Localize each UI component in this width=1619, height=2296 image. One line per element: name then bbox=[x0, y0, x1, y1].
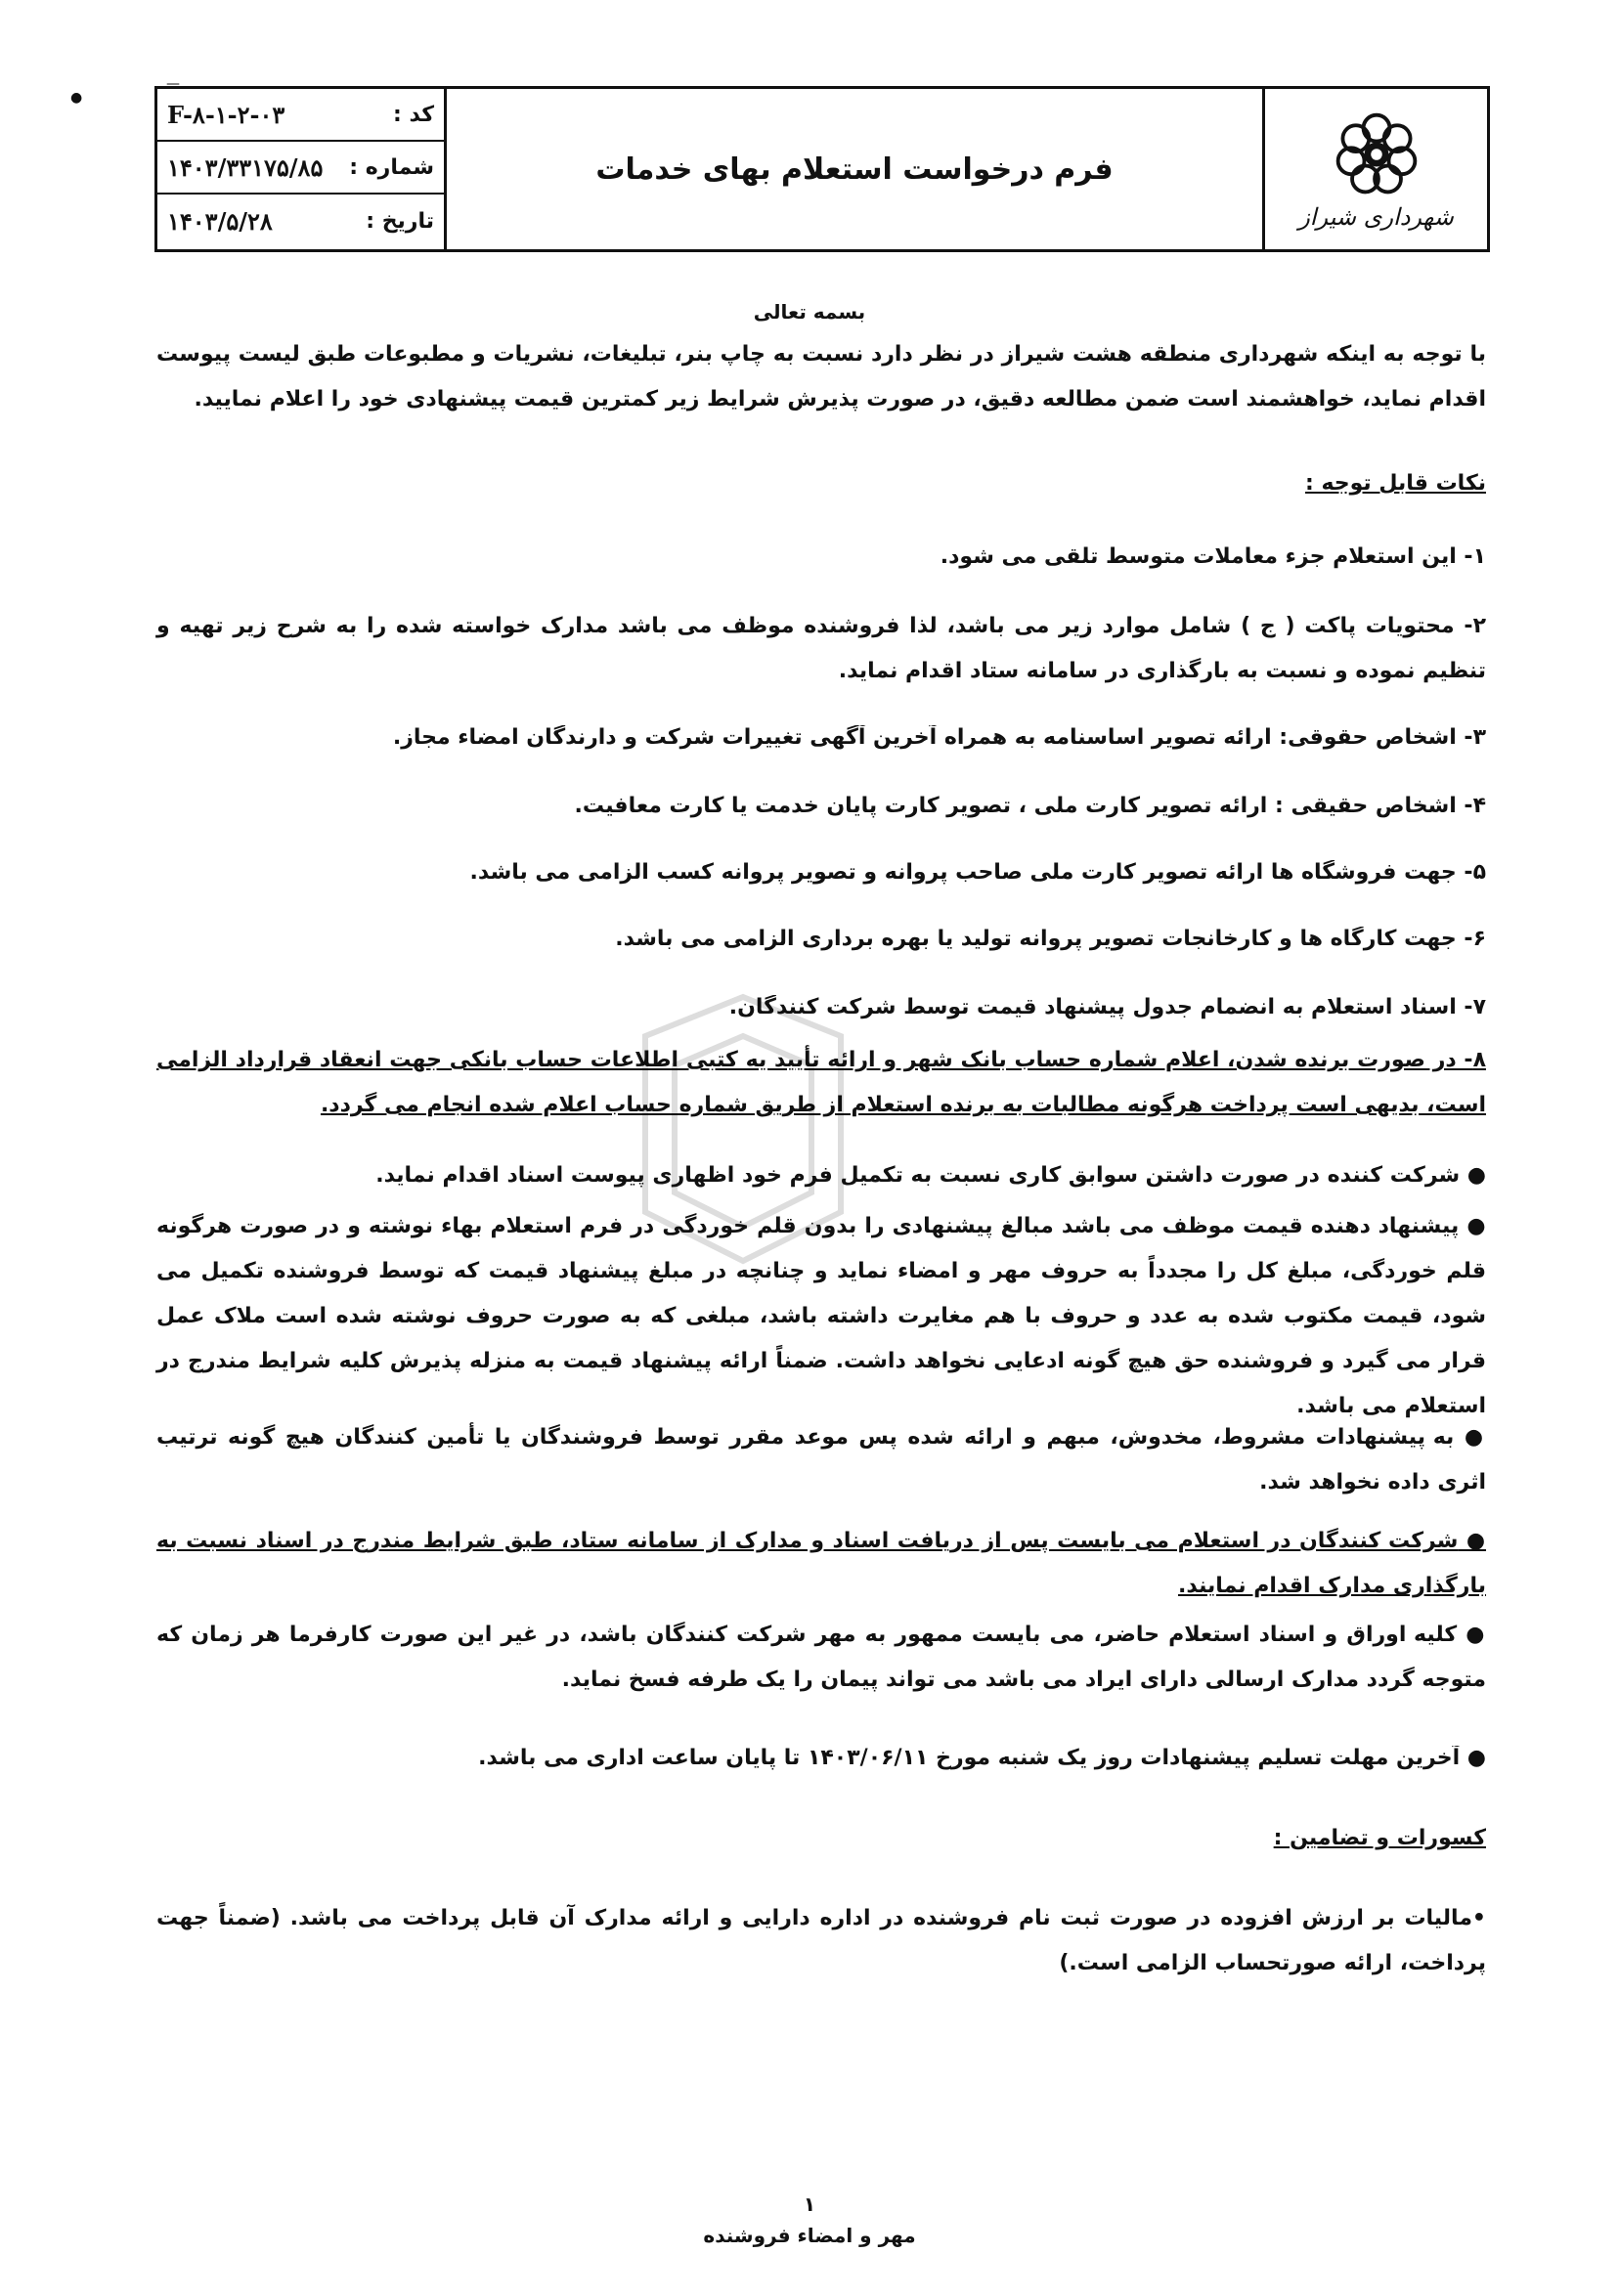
code-value: F-۸-۱-۲-۰۳ bbox=[167, 100, 285, 129]
note-item: ۲- محتویات پاکت ( ج ) شامل موارد زیر می باشد، لذا فروشنده موظف می باشد مدارک خواسته شده را به شرح زیر تهیه و تنظیم نموده و نسبت به بارگذاری در سامانه ستاد اقدام نماید. bbox=[156, 614, 1486, 683]
page-number: ۱ bbox=[803, 2192, 816, 2216]
number-row bbox=[157, 142, 444, 195]
note-item: ۶- جهت کارگاه ها و کارخانجات تصویر پروانه تولید یا بهره برداری الزامی می باشد. bbox=[615, 927, 1486, 951]
note-item: ۳- اشخاص حقوقی: ارائه تصویر اساسنامه به همراه آخرین آگهی تغییرات شرکت و دارندگان امضاء مجاز. bbox=[392, 725, 1486, 750]
scan-dot: ● bbox=[70, 90, 83, 106]
header-meta-box bbox=[157, 89, 447, 249]
deductions-text: •مالیات بر ارزش افزوده در صورت ثبت نام فروشنده در اداره دارایی و ارائه مدارک آن قابل پرداخت می باشد. (ضمناً جهت پرداخت، ارائه صورتحساب الزامی است.) bbox=[156, 1906, 1486, 1975]
bullet-text: کلیه اوراق و اسناد استعلام حاضر، می بایست ممهور به مهر شرکت کنندگان باشد، در غیر این صورت کارفرما هر زمان که متوجه گردد مدارک ارسالی دارای ایراد می باشد می تواند پیمان را یک طرفه فسخ نماید. bbox=[156, 1623, 1486, 1692]
number-label: شماره : bbox=[349, 154, 434, 180]
note-item: ۸- در صورت برنده شدن، اعلام شماره حساب بانک شهر و ارائه تأیید یه کتبی اطلاعات حساب بانکی جهت انعقاد قرارداد الزامی است، بدیهی است پرداخت هرگونه مطالبات به برنده استعلام از طریق شماره حساب اعلام شده انجام می گردد. bbox=[156, 1048, 1486, 1117]
flower-logo-icon bbox=[1330, 108, 1423, 201]
bullet-text: پیشنهاد دهنده قیمت موظف می باشد مبالغ پیشنهادی را بدون قلم خوردگی در فرم استعلام بهاء نوشته و در صورت هرگونه قلم خوردگی، مبلغ کل را مجدداً به حروف مهر و امضاء نماید و چنانچه در مبلغ پیشنهاد قیمت که توسط فروشنده تکمیل می شود، قیمت مکتوب شده به عدد و حروف با هم مغایرت داشته باشد، مبلغی که به صورت حروف نوشته شده است ملاک عمل قرار می گیرد و فروشنده حق هیچ گونه ادعایی نخواهد داشت. ضمناً ارائه پیشنهاد قیمت به منزله پذیرش کلیه شرایط مندرج در استعلام می باشد. bbox=[156, 1214, 1486, 1418]
bullet-item bbox=[156, 1153, 1486, 1198]
date-row bbox=[157, 195, 444, 247]
bullet-dot-icon: ● bbox=[1457, 1623, 1486, 1647]
bullet-text: آخرین مهلت تسلیم پیشنهادات روز یک شنبه مورخ ۱۴۰۳/۰۶/۱۱ تا پایان ساعت اداری می باشد. bbox=[478, 1746, 1461, 1770]
logo-text: شهرداری شیراز bbox=[1298, 203, 1454, 231]
deductions-heading: کسورات و تضامین : bbox=[1273, 1826, 1486, 1850]
note-item: ۴- اشخاص حقیقی : ارائه تصویر کارت ملی ، تصویر کارت پایان خدمت یا کارت معافیت. bbox=[574, 794, 1486, 818]
bullet-item bbox=[156, 1415, 1486, 1505]
bullet-item bbox=[156, 1613, 1486, 1703]
number-value: ۱۴۰۳/۳۳۱۷۵/۸۵ bbox=[167, 152, 324, 182]
intro-paragraph: با توجه به اینکه شهرداری منطقه هشت شیراز در نظر دارد نسبت به چاپ بنر، تبلیغات، نشریات و مطبوعات طبق لیست پیوست اقدام نماید، خواهشمند است ضمن مطالعه دقیق، در صورت پذیرش شرایط زیر کمترین قیمت پیشنهادی خود را اعلام نمایید. bbox=[156, 342, 1486, 412]
bullet-text: شرکت کنندگان در استعلام می بایست پس از دریافت اسناد و مدارک از سامانه ستاد، طبق شرایط مندرج در اسناد نسبت به بارگذاری مدارک اقدام نمایند. bbox=[156, 1529, 1486, 1598]
bullet-text: به پیشنهادات مشروط، مخدوش، مبهم و ارائه شده پس موعد مقرر توسط فروشندگان یا تأمین کنندگان هیچ گونه ترتیب اثری داده نخواهد شد. bbox=[156, 1425, 1486, 1495]
note-item: ۵- جهت فروشگاه ها ارائه تصویر کارت ملی صاحب پروانه و تصویر پروانه کسب الزامی می باشد. bbox=[469, 860, 1486, 885]
bullet-item bbox=[156, 1746, 1486, 1770]
form-title: فرم درخواست استعلام بهای خدمات bbox=[595, 152, 1114, 187]
bullet-dot-icon: ● bbox=[1454, 1425, 1487, 1450]
notes-heading: نکات قابل توجه : bbox=[1304, 471, 1486, 496]
note-item: ۷- اسناد استعلام به انضمام جدول پیشنهاد قیمت توسط شرکت کنندگان. bbox=[728, 995, 1486, 1019]
seller-signature-label: مهر و امضاء فروشنده bbox=[703, 2224, 916, 2247]
bullet-dot-icon: ● bbox=[1460, 1746, 1486, 1770]
scan-dot: — bbox=[166, 76, 180, 92]
date-label: تاریخ : bbox=[366, 208, 434, 234]
form-header bbox=[154, 86, 1490, 252]
code-row bbox=[157, 89, 444, 142]
bullet-item bbox=[156, 1519, 1486, 1609]
bullet-text: شرکت کننده در صورت داشتن سوابق کاری نسبت به تکمیل فرم خود اظهاری پیوست اسناد اقدام نماید. bbox=[375, 1163, 1461, 1188]
bullet-dot-icon: ● bbox=[1458, 1529, 1487, 1553]
date-value: ۱۴۰۳/۵/۲۸ bbox=[167, 206, 273, 236]
logo-box bbox=[1262, 89, 1487, 249]
note-item: ۱- این استعلام جزء معاملات متوسط تلقی می شود. bbox=[940, 544, 1486, 569]
bullet-dot-icon: ● bbox=[1460, 1163, 1486, 1188]
code-label: کد : bbox=[393, 102, 434, 127]
bullet-dot-icon: ● bbox=[1459, 1214, 1486, 1238]
bullet-item bbox=[156, 1204, 1486, 1429]
bismillah: بسمه تعالی bbox=[753, 300, 866, 324]
